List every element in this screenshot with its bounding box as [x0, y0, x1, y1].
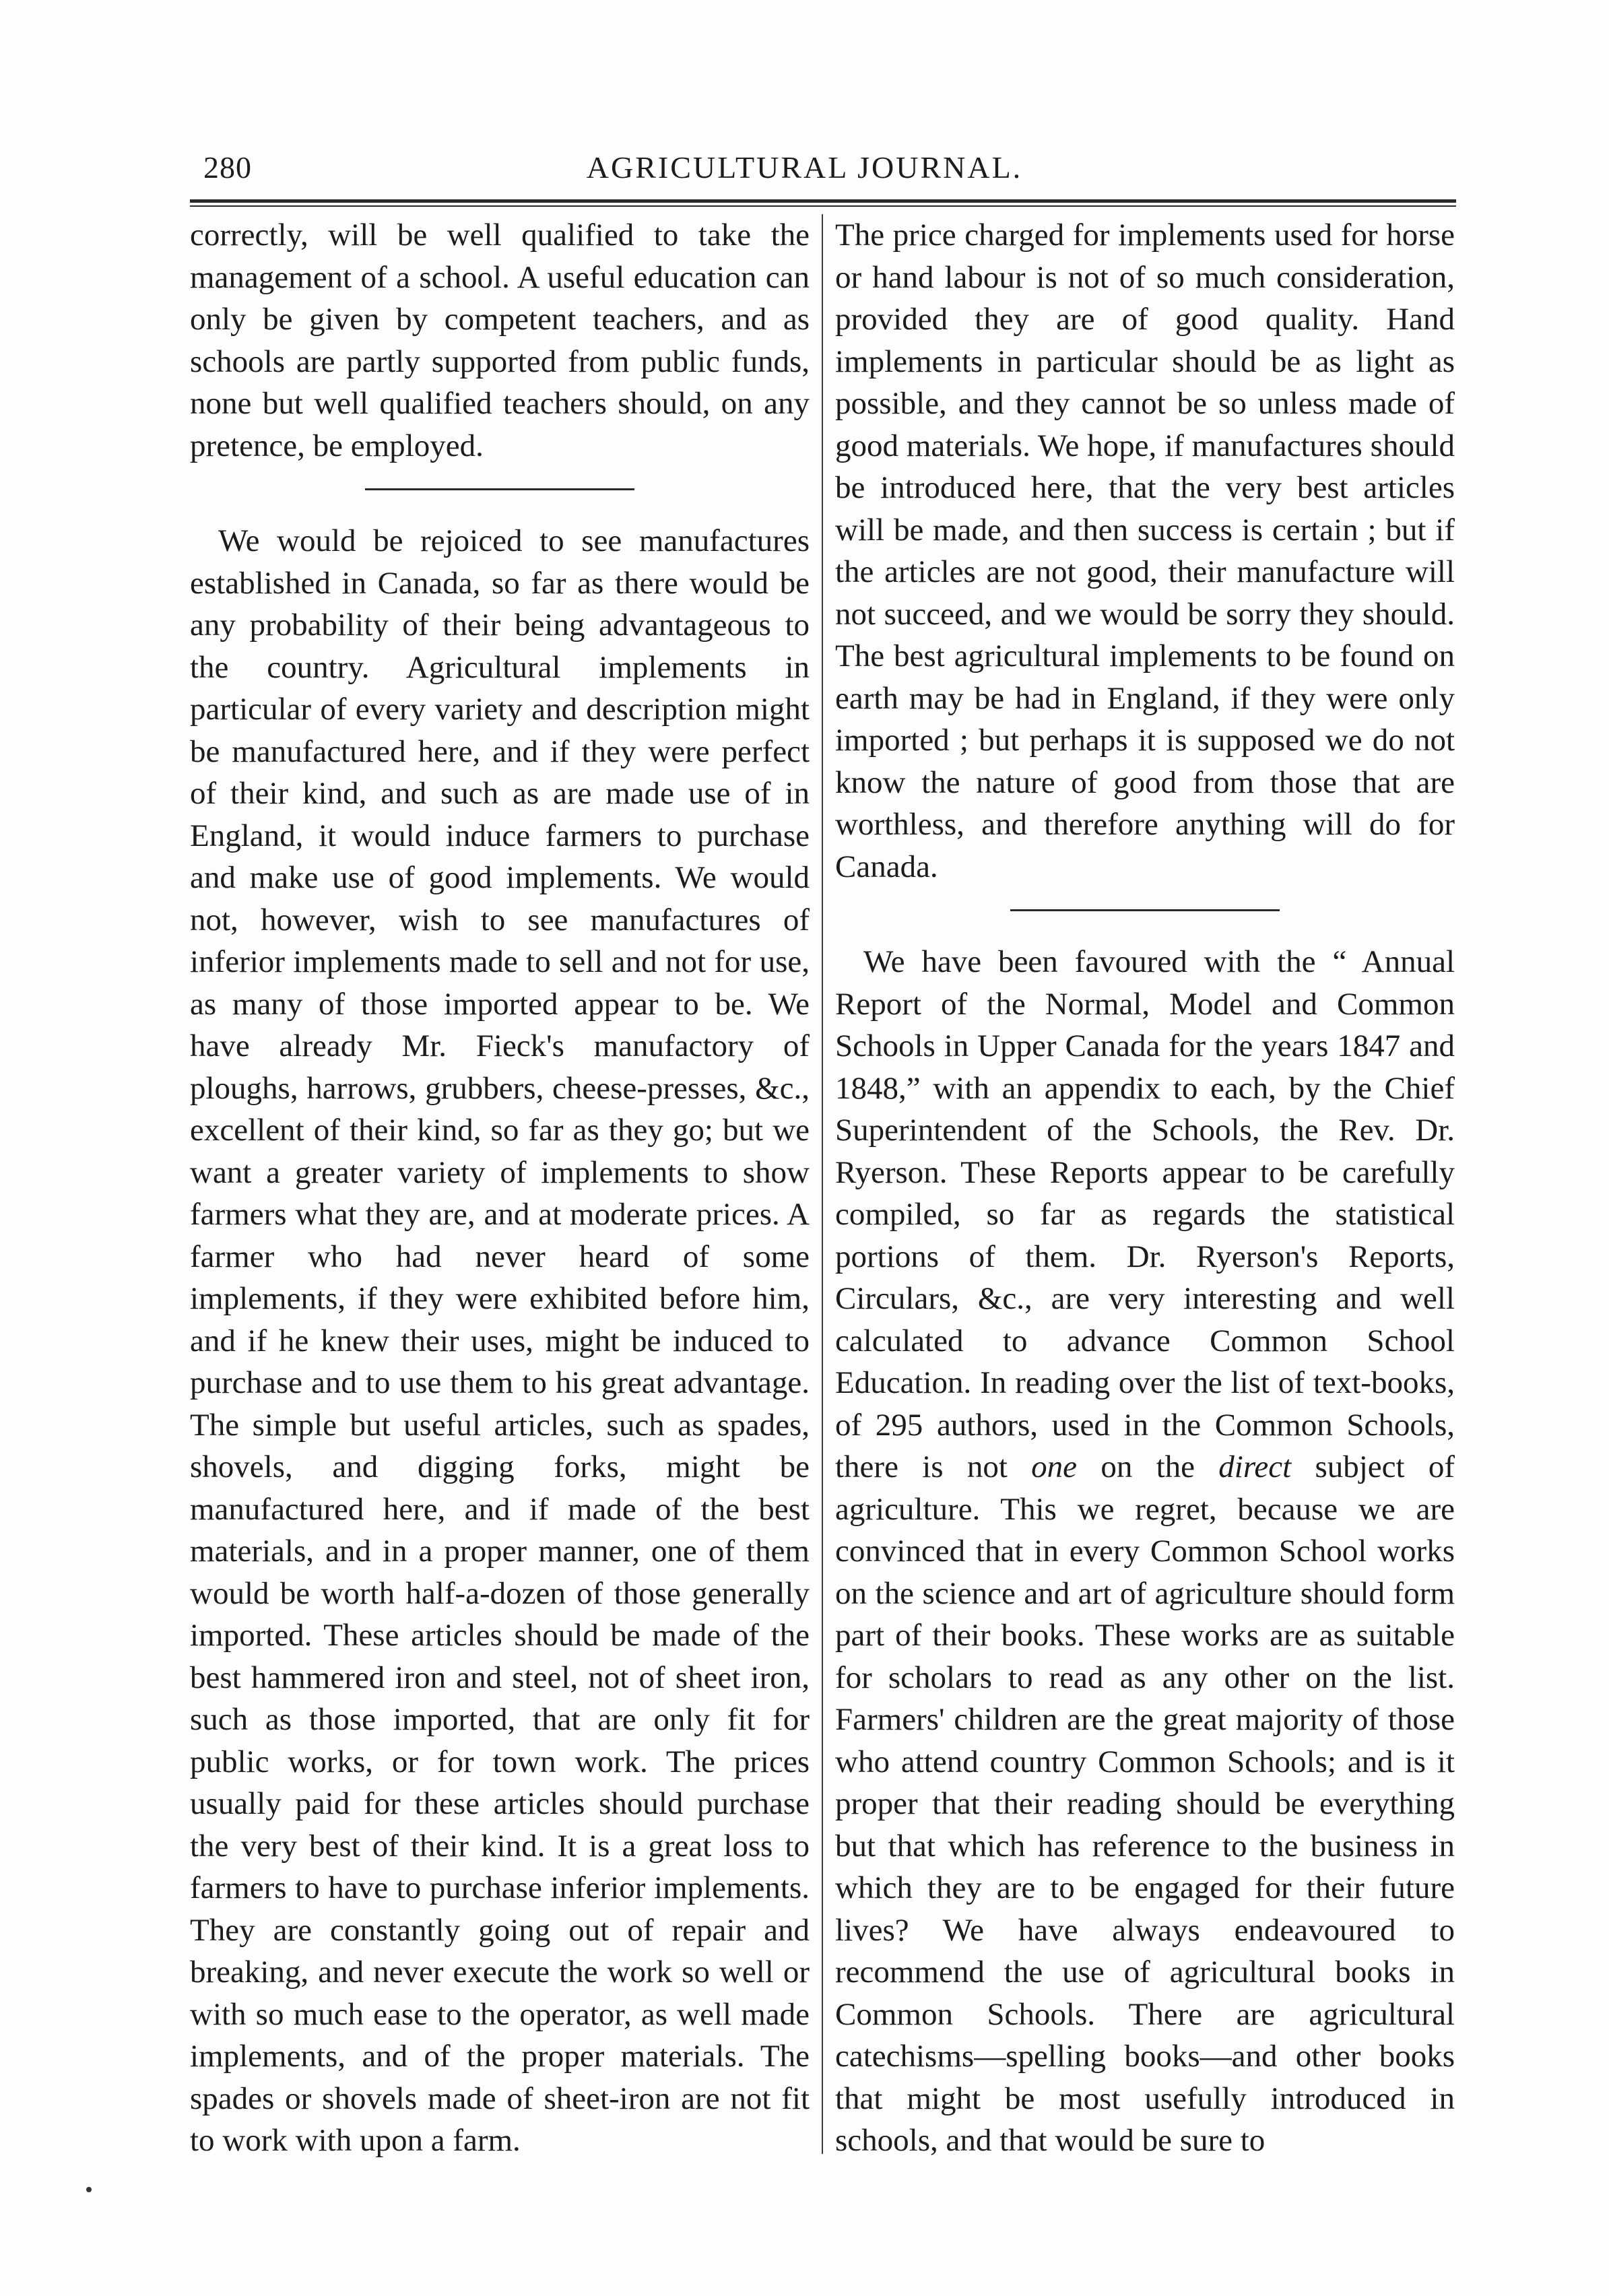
column-divider — [822, 214, 823, 2154]
right-paragraph-2-text-c: subject of agriculture. This we regret, because we are convinced that in every Common School works on the science and art of agriculture should form part of their books. These works are as suitable for scholars to read as any other on the list. Farmers' children are the great majority of those who attend country Common Schools; and is it proper that their reading should be everything but that which has reference to the business in which they are to be engaged for their future lives? We have always endeavoured to recommend the use of agricultural books in Common Schools. There are agricultural catechisms—spelling books—and other books that might be most usefully introduced in schools, and that would be sure to — [835, 1449, 1455, 2158]
right-paragraph-1: The price charged for implements used for horse or hand labour is not of so much consideration, provided they are of good quality. Hand implements in particular should be as light as possible, and they cannot be so unless made of good materials. We hope, if manufactures should be introduced here, that the very best articles will be made, and then success is certain ; but if the articles are not good, their manufacture will not succeed, and we would be sorry they should. The best agricultural implements to be found on earth may be had in England, if they were only imported ; but perhaps it is supposed we do not know the nature of good from those that are worthless, and therefore anything will do for Canada. — [835, 218, 1455, 884]
right-column — [835, 214, 1455, 2162]
section-separator — [1010, 909, 1280, 911]
left-paragraph-1: correctly, will be well qualified to take the management of a school. A useful education can only be given by competent teachers, and as schools are partly supported from public funds, none but well qualified teachers should, on any pretence, be employed. — [190, 218, 810, 463]
running-head: AGRICULTURAL JOURNAL. — [586, 150, 1023, 185]
left-paragraph-2: We would be rejoiced to see manufactures established in Canada, so far as there would be any probability of their being advantageous to the country. Agricultural implements in particular of every variety and description might be manufactured here, and if they were perfect of their kind, and such as are made use of in England, it would induce farmers to purchase and make use of good implements. We would not, however, wish to see manufactures of inferior implements made to sell and not for use, as many of those imported appear to be. We have already Mr. Fieck's manufactory of ploughs, harrows, grubbers, cheese-presses, &c., excellent of their kind, so far as they go; but we want a greater variety of implements to show farmers what they are, and at moderate prices. A farmer who had never heard of some implements, if they were exhibited before him, and if he knew their uses, might be induced to purchase and to use them to his great advantage. The simple but useful articles, such as spades, shovels, and digging forks, might be manufactured here, and if made of the best materials, and in a proper manner, one of them would be worth half-a-dozen of those generally imported. These articles should be made of the best hammered iron and steel, not of sheet iron, such as those imported, that are only fit for public works, or for town work. The prices usually paid for these articles should purchase the very best of their kind. It is a great loss to farmers to have to purchase inferior implements. They are constantly going out of repair and breaking, and never execute the work so well or with so much ease to the operator, as well made implements, and of the proper materials. The spades or shovels made of sheet-iron are not fit to work with upon a farm. — [190, 523, 810, 2158]
header-rule-thick — [190, 199, 1456, 203]
right-paragraph-2 — [835, 941, 1455, 2162]
right-paragraph-2-text-a: We have been favoured with the “ Annual Report of the Normal, Model and Common Schools in Upper Canada for the years 1847 and 1848,” with an appendix to each, by the Chief Superintendent of the Schools, the Rev. Dr. Ryerson. These Reports appear to be carefully compiled, so far as regards the statistical portions of them. Dr. Ryerson's Reports, Circulars, &c., are very interesting and well calculated to advance Common School Education. In reading over the list of text-books, of 295 authors, used in the Common Schools, there is not — [835, 944, 1455, 1484]
emphasis-one: one — [1031, 1449, 1078, 1484]
page-number: 280 — [203, 150, 252, 185]
right-paragraph-2-text-b: on the — [1077, 1449, 1219, 1484]
ink-speck — [86, 2187, 92, 2192]
left-column — [190, 214, 810, 2162]
emphasis-direct: direct — [1218, 1449, 1292, 1484]
header-rule-thin — [190, 205, 1456, 207]
section-separator — [365, 488, 634, 490]
